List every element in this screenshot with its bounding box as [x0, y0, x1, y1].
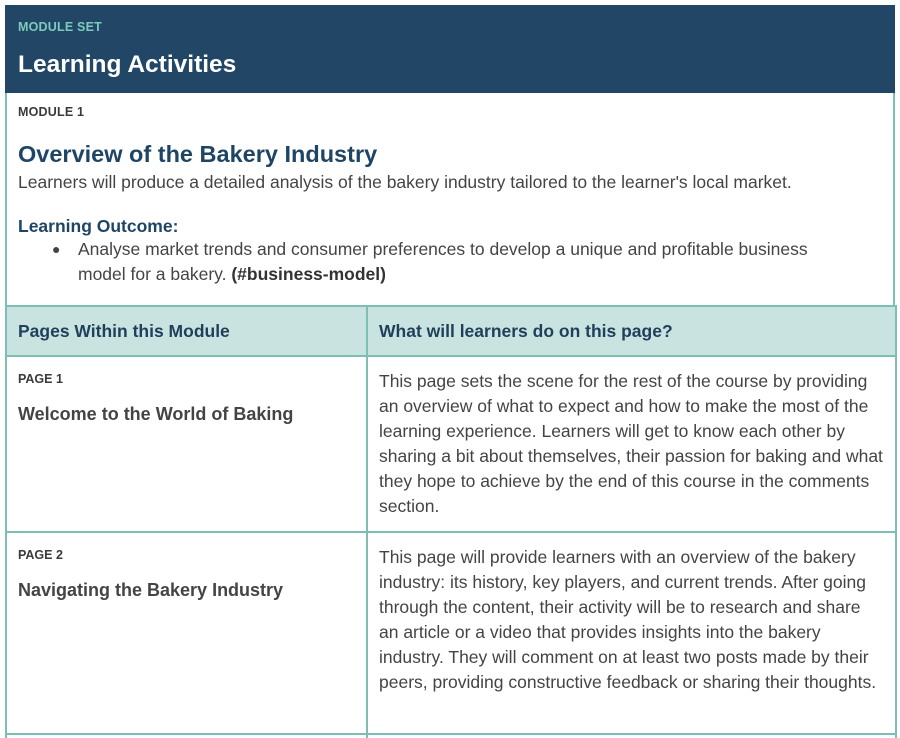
- table-row: [6, 356, 896, 532]
- column-header-activities: What will learners do on this page?: [367, 306, 896, 356]
- table-row: [6, 532, 896, 734]
- page-title-text: Navigating the Bakery Industry: [18, 580, 284, 600]
- learning-outcome-heading: Learning Outcome:: [18, 216, 179, 236]
- module-pages-table: [5, 305, 897, 738]
- learning-activities-document: [5, 5, 895, 738]
- learning-outcome-list: [18, 237, 893, 286]
- module-summary: [5, 93, 895, 305]
- bullet-icon: ●: [52, 241, 61, 257]
- page-title: Learning Activities: [18, 51, 237, 78]
- module-set-label: MODULE SET: [18, 20, 102, 34]
- page-description-empty: [367, 734, 896, 738]
- column-header-pages: Pages Within this Module: [6, 306, 367, 356]
- page-cell: [6, 532, 367, 734]
- module-set-banner: [5, 5, 895, 93]
- learning-outcome-text: Analyse market trends and consumer preferences to develop a unique and profitable business model for a bakery.: [78, 239, 808, 284]
- table-row-partial: [6, 734, 896, 738]
- page-number-label: PAGE 1: [18, 372, 63, 386]
- page-cell-empty: [6, 734, 367, 738]
- page-number-label: PAGE 2: [18, 548, 63, 562]
- module-number-label: MODULE 1: [18, 105, 85, 119]
- table-header-row: [6, 306, 896, 356]
- page-description: This page sets the scene for the rest of the course by providing an overview of what to expect and how to make the most of the learning experience. Learners will get to know each other by sharing a bit about themselves, their passion for baking and what they hope to achieve by the end of this course in the comments section.: [367, 356, 896, 532]
- module-description: Learners will produce a detailed analysis of the bakery industry tailored to the learner's local market.: [18, 172, 792, 192]
- page-title-text: Welcome to the World of Baking: [18, 404, 294, 424]
- learning-outcome-item: [18, 237, 838, 286]
- module-title: Overview of the Bakery Industry: [18, 141, 378, 167]
- learning-outcome-tag: (#business-model): [231, 263, 386, 284]
- page-cell: [6, 356, 367, 532]
- page-description: This page will provide learners with an overview of the bakery industry: its history, key players, and current trends. After going through the content, their activity will be to research and share an article or a video that provides insights into the bakery industry. They will comment on at least two posts made by their peers, providing constructive feedback or sharing their thoughts.: [367, 532, 896, 734]
